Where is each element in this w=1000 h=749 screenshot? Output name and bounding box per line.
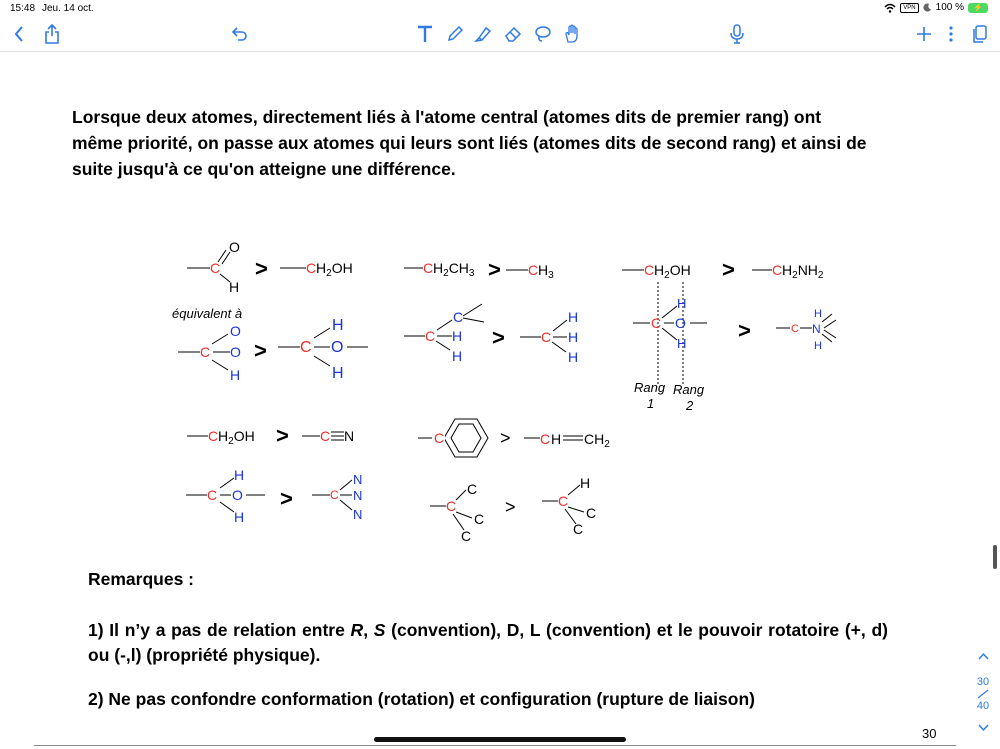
text-tool-icon[interactable]	[415, 22, 435, 46]
svg-text:C: C	[425, 328, 436, 344]
share-icon[interactable]	[42, 22, 62, 46]
aldehyde-expanded	[178, 323, 241, 383]
moon-icon	[923, 3, 932, 12]
svg-text:O: O	[230, 323, 241, 339]
svg-text:H: H	[677, 296, 687, 311]
svg-text:N: N	[344, 428, 355, 444]
total-pages: 40	[976, 700, 990, 712]
svg-text:C: C	[528, 262, 539, 278]
chevron-left-icon[interactable]	[10, 22, 28, 46]
svg-text:N: N	[812, 322, 821, 336]
vinyl-group	[524, 431, 610, 450]
svg-text:H: H	[568, 309, 579, 325]
gt-sign: >	[492, 325, 505, 350]
nitrile-expanded	[312, 472, 362, 522]
remark-2: 2) Ne pas confondre conformation (rotation) et configuration (rupture de liaison)	[88, 689, 755, 709]
svg-text:H: H	[452, 348, 463, 364]
svg-text:C: C	[200, 344, 211, 360]
gt-sign: >	[505, 497, 516, 517]
undo-icon[interactable]	[230, 22, 250, 46]
svg-text:O: O	[675, 315, 686, 331]
svg-text:H3: $H_3$	[538, 262, 554, 281]
svg-text:O: O	[232, 487, 243, 503]
svg-text:C: C	[208, 428, 219, 444]
chevron-up-icon[interactable]	[978, 652, 989, 660]
battery-percent: 100 %	[935, 2, 964, 13]
svg-text:O: O	[229, 239, 240, 255]
lasso-icon[interactable]	[532, 22, 554, 46]
highlighter-icon[interactable]	[472, 22, 494, 46]
current-page: 30	[976, 676, 990, 688]
svg-text:N: N	[353, 488, 363, 503]
ch2oh-expanded-2	[186, 467, 265, 525]
gt-sign: >	[500, 428, 511, 448]
svg-text:C: C	[474, 511, 485, 527]
svg-text:C: C	[467, 481, 478, 497]
remark-1-comma: ,	[363, 620, 374, 640]
svg-text:C: C	[540, 431, 551, 447]
remark-1	[88, 618, 888, 668]
svg-text:H: H	[229, 279, 240, 295]
svg-text:H: H	[230, 367, 241, 383]
svg-text:H2OH: $H_2OH$	[218, 428, 255, 447]
ethyl-group	[404, 260, 475, 279]
pages-icon[interactable]	[970, 22, 990, 46]
status-bar	[0, 0, 1000, 18]
intro-paragraph: Lorsque deux atomes, directement liés à l'atome central (atomes dits de premier rang) ont même priorité, on passe aux atomes qui leurs sont liés (atomes dits de second rang) et ainsi de suite jusqu'à ce qu'on atteigne une différence.	[72, 107, 867, 179]
svg-text:C: C	[210, 260, 221, 276]
rang-diagram	[633, 282, 707, 385]
chevron-down-icon[interactable]	[978, 724, 989, 732]
ch2oh-group-3	[187, 428, 255, 447]
svg-text:C: C	[791, 323, 799, 335]
svg-text:C: C	[423, 260, 434, 276]
svg-text:C: C	[573, 521, 584, 537]
vpn-badge: VPN	[900, 3, 918, 13]
gt-sign: >	[488, 257, 501, 282]
svg-text:H: H	[332, 365, 344, 382]
svg-text:H2OH: $H_2OH$	[654, 262, 691, 281]
svg-text:H: H	[568, 349, 579, 365]
phenyl-group	[418, 419, 488, 457]
nitrile-group	[302, 428, 354, 444]
page-bottom-border	[34, 745, 956, 746]
svg-text:H: H	[677, 336, 687, 351]
aldehyde-structure	[187, 239, 240, 295]
svg-text:H: H	[332, 317, 344, 334]
amine-expanded	[776, 308, 836, 352]
remark-1-prefix: 1) Il n’y a pas de relation entre	[88, 620, 351, 640]
svg-text:H: H	[452, 328, 463, 344]
svg-text:C: C	[651, 315, 662, 331]
svg-text:CH2: $CH_2$	[584, 431, 610, 450]
svg-text:C: C	[558, 493, 569, 509]
svg-text:C: C	[306, 260, 317, 276]
page-number: 30	[922, 726, 937, 741]
remark-1-s: S	[373, 620, 386, 640]
svg-text:C: C	[461, 528, 472, 544]
svg-text:C: C	[446, 498, 457, 514]
page-navigator	[968, 650, 998, 736]
gt-sign: >	[276, 423, 289, 448]
status-right	[884, 2, 988, 13]
battery-icon: ⚡	[968, 3, 988, 13]
methyl-expanded	[520, 309, 578, 365]
document-page[interactable]	[0, 52, 1000, 749]
scrollbar-thumb[interactable]	[993, 545, 997, 569]
wifi-icon	[884, 3, 896, 13]
svg-text:H: H	[580, 475, 591, 491]
ch2oh-group-1	[280, 260, 353, 279]
ch2oh-expanded	[278, 317, 368, 382]
rang-2-number: 2	[686, 398, 694, 413]
svg-text:H2CH3: $H_2CH_3$	[433, 260, 475, 279]
home-indicator[interactable]	[374, 737, 626, 742]
svg-text:H: H	[568, 329, 579, 345]
gt-sign: >	[254, 338, 267, 363]
status-date: Jeu. 14 oct.	[42, 3, 94, 14]
ch2oh-group-2	[622, 262, 691, 281]
microphone-icon[interactable]	[727, 22, 747, 46]
pen-icon[interactable]	[444, 22, 466, 46]
svg-text:C: C	[586, 505, 597, 521]
methyl-group	[506, 262, 554, 281]
tertbutyl-expanded	[430, 481, 484, 544]
remarks-title: Remarques :	[88, 569, 195, 589]
svg-text:O: O	[331, 339, 344, 356]
isopropyl-expanded	[542, 475, 596, 537]
svg-text:C: C	[434, 430, 445, 446]
gt-sign: >	[280, 486, 293, 511]
rang-2-label: Rang	[673, 382, 705, 397]
svg-text:C: C	[330, 488, 339, 502]
svg-text:C: C	[541, 329, 552, 345]
svg-text:H2NH2: $H_2NH_2$	[782, 262, 824, 281]
svg-text:C: C	[207, 487, 218, 503]
remark-1-r: R	[350, 620, 364, 640]
svg-text:C: C	[772, 262, 783, 278]
gt-sign: >	[722, 257, 735, 282]
svg-text:C: C	[300, 339, 312, 356]
ethyl-expanded	[404, 304, 484, 364]
eraser-icon[interactable]	[502, 22, 524, 46]
more-icon[interactable]	[944, 22, 958, 46]
gt-sign: >	[255, 256, 268, 281]
ch2nh2-group	[752, 262, 824, 281]
svg-text:H: H	[551, 431, 562, 447]
svg-text:H: H	[234, 467, 245, 483]
svg-text:H: H	[814, 340, 822, 352]
svg-text:C: C	[453, 309, 464, 325]
svg-text:H: H	[814, 308, 822, 320]
rang-1-number: 1	[647, 396, 655, 411]
slash-icon	[977, 689, 989, 699]
gt-sign: >	[738, 318, 751, 343]
remark-1-suffix: (convention), D, L (convention) et le pouvoir rotatoire (+, d) ou (-,l) (propriété physique).	[88, 620, 888, 665]
svg-text:H2OH: $H_2OH$	[316, 260, 353, 279]
rang-1-label: Rang	[634, 380, 666, 395]
svg-text:N: N	[353, 507, 363, 522]
plus-icon[interactable]	[914, 22, 934, 46]
svg-text:N: N	[353, 472, 363, 487]
svg-text:C: C	[644, 262, 655, 278]
svg-text:C: C	[320, 428, 331, 444]
equivalent-label: équivalent à	[172, 306, 243, 321]
hand-icon[interactable]	[561, 22, 583, 46]
svg-text:O: O	[230, 344, 241, 360]
toolbar	[0, 18, 1000, 50]
svg-text:H: H	[234, 509, 245, 525]
status-time: 15:48	[10, 3, 36, 14]
